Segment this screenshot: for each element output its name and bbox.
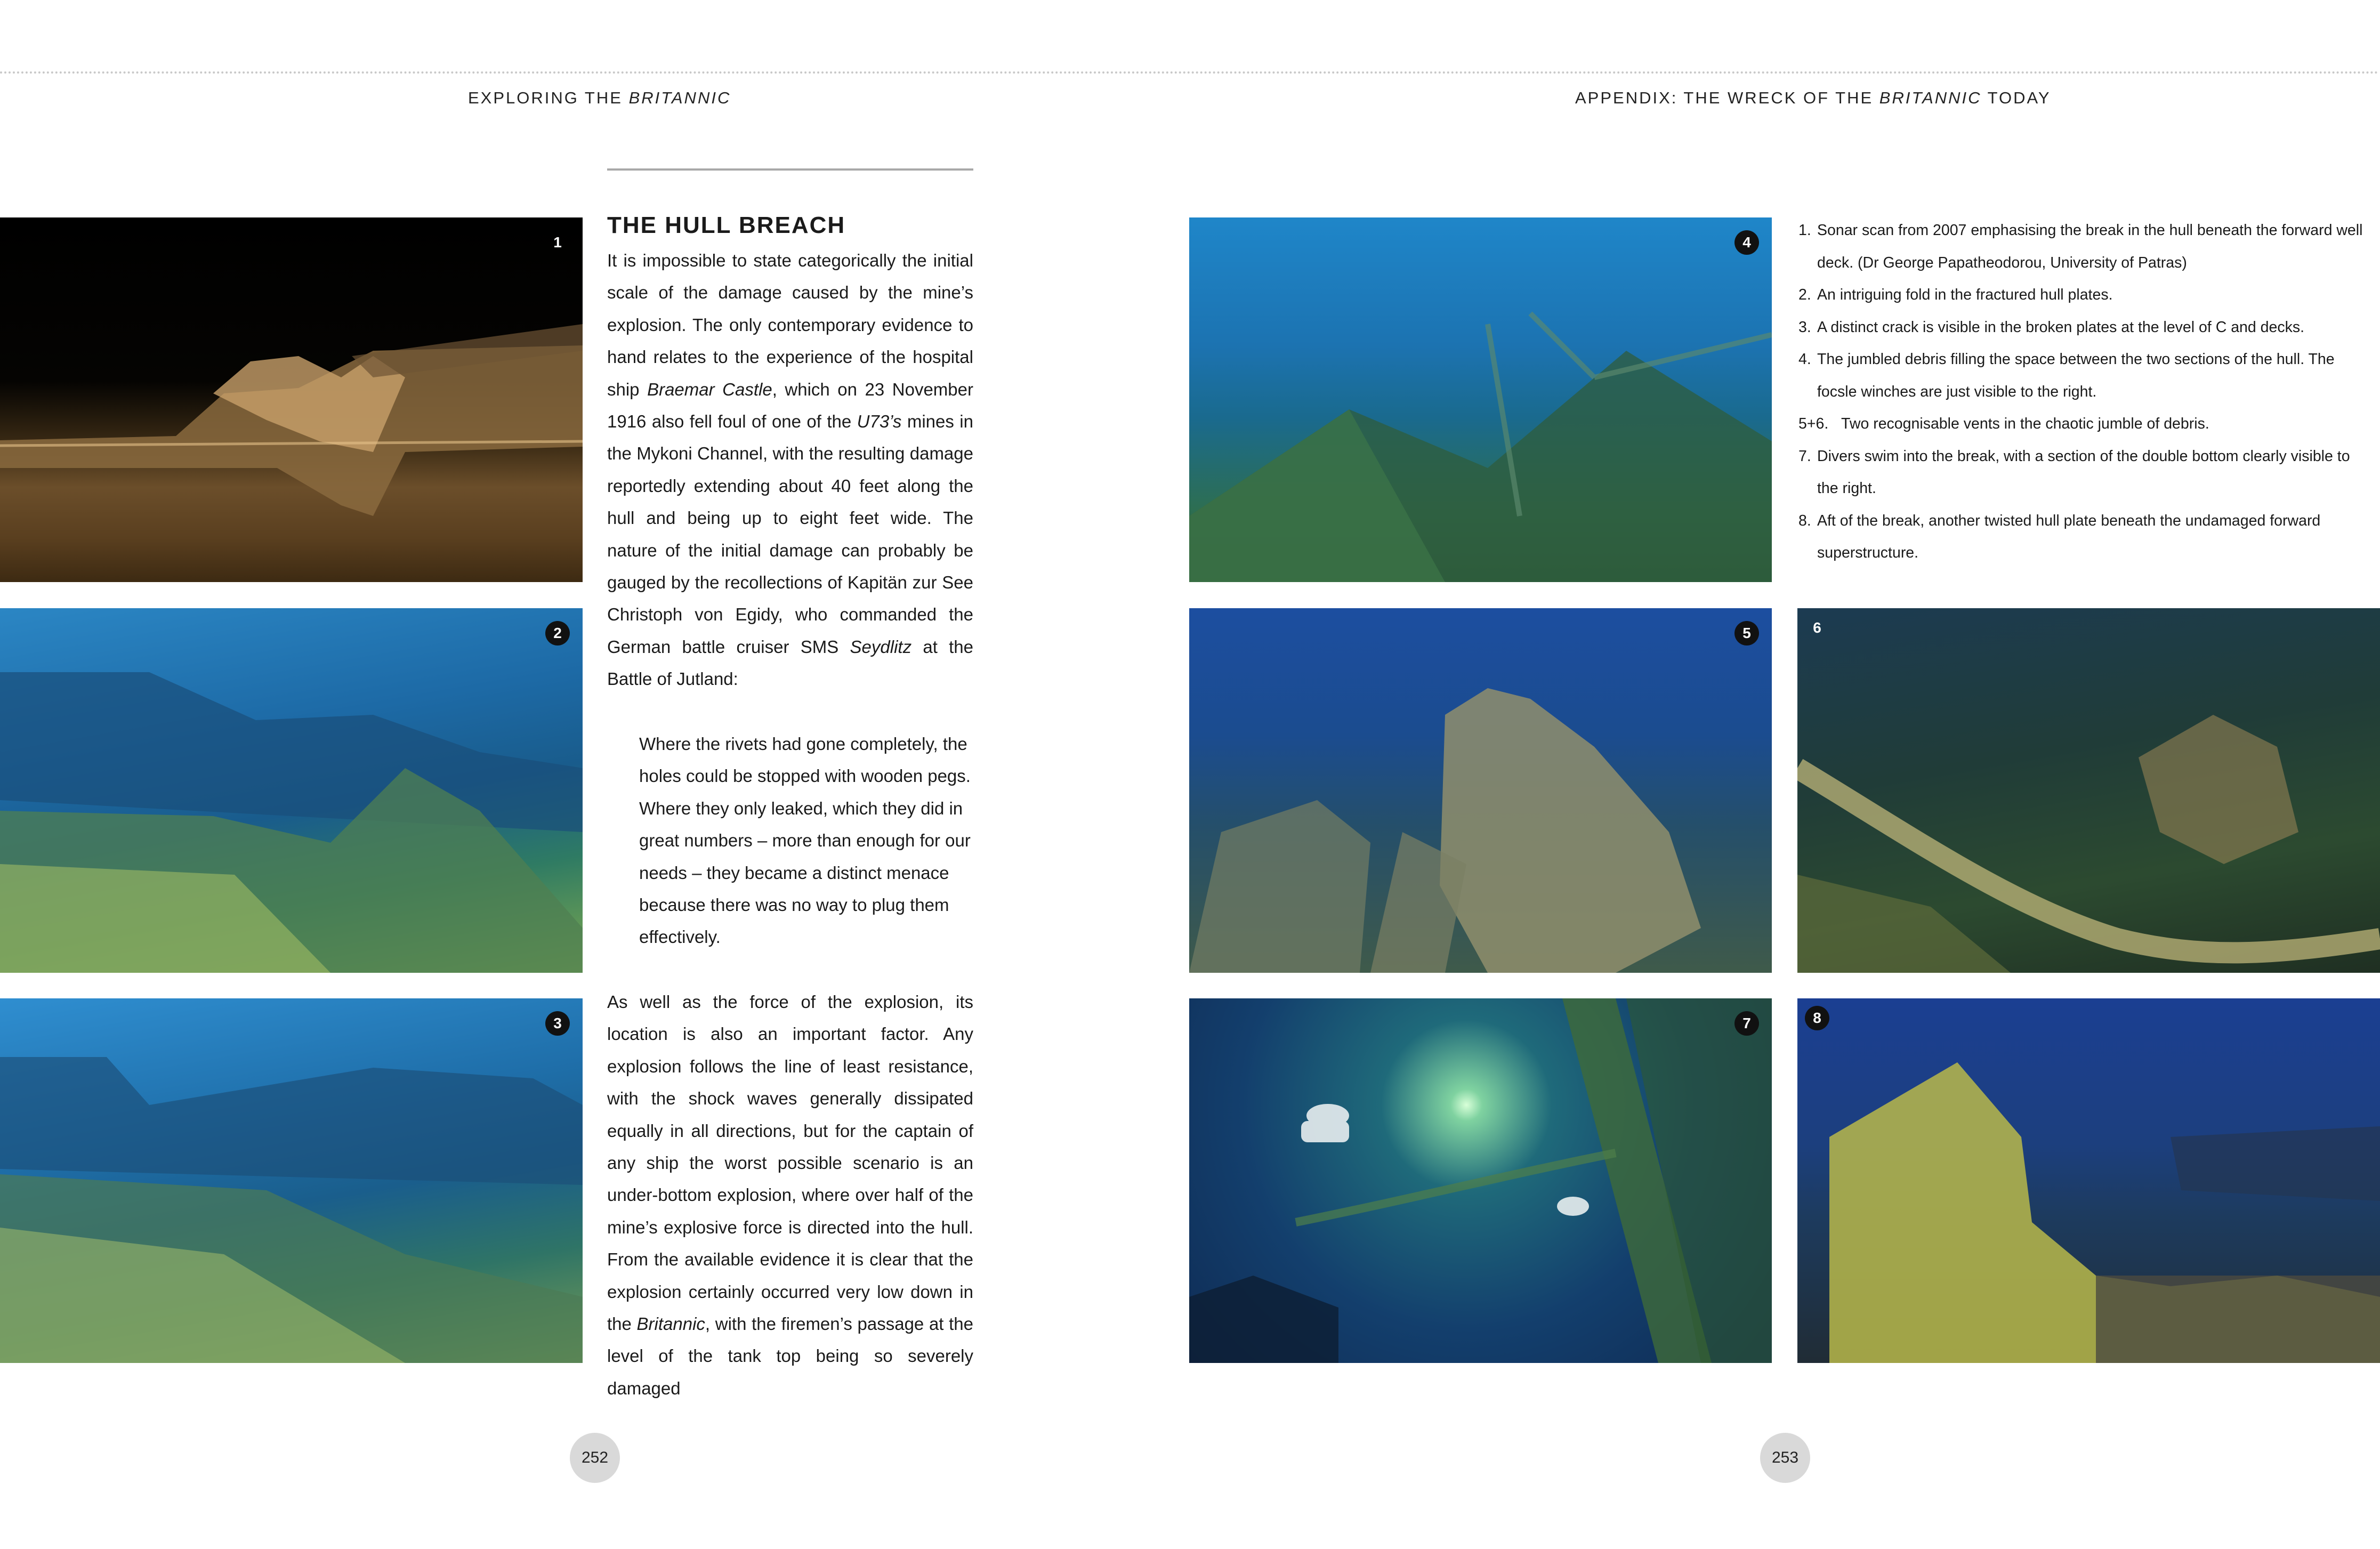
photo-5-vent xyxy=(1189,608,1772,973)
rich-text: As well as the force of the explosion, its location is also an important factor. Any explosion follows the line of least resistance, with the shock waves generally dissipated equally in all directions, but for the captain of any ship the worst possible scenario is an under-bottom explosion, where over half of the mine’s explosive force is directed into the hull. From the available evidence it is clear that the explosion certainly occurred very low down in the Britannic, with the firemen’s passage at the level of the tank top being so severely damaged xyxy=(607,992,973,1398)
page-number-right: 253 xyxy=(1760,1433,1810,1483)
photo-number-badge: 4 xyxy=(1734,230,1759,255)
photo-2-hull-fold xyxy=(0,608,583,973)
caption-item: 1. Sonar scan from 2007 emphasising the break in the hull beneath the forward well deck. (Dr George Papatheodorou, University of Patras) xyxy=(1798,222,2363,271)
photo-number-badge: 1 xyxy=(553,234,562,251)
photo-number-badge: 8 xyxy=(1805,1006,1829,1030)
photo-number-badge: 6 xyxy=(1813,619,1821,636)
photo-3-crack-in-plates xyxy=(0,998,583,1363)
caption-item: 4. The jumbled debris filling the space between the two sections of the hull. The focsle winches are just visible to the right. xyxy=(1798,351,2335,400)
photo-number-badge: 3 xyxy=(545,1011,570,1036)
photo-1-sonar-scan xyxy=(0,217,583,582)
caption-item: 8. Aft of the break, another twisted hull plate beneath the undamaged forward superstructure. xyxy=(1798,512,2321,561)
photo-captions xyxy=(1798,214,2363,569)
photo-number-badge: 2 xyxy=(545,621,570,646)
photo-4-jumbled-debris xyxy=(1189,217,1772,582)
caption-item: 2. An intriguing fold in the fractured hull plates. xyxy=(1798,286,2113,303)
photo-7-divers-in-break xyxy=(1189,998,1772,1363)
photo-6-vent xyxy=(1797,608,2380,973)
top-dotted-rule xyxy=(0,71,2380,74)
body-paragraph-1 xyxy=(607,245,973,696)
block-quote: Where the rivets had gone completely, the holes could be stopped with wooden pegs. Where they only leaked, which they did in great numbers – more than enough for our needs – they became a distinct menace because there was no way to plug them effectively. xyxy=(639,734,971,947)
photo-8-twisted-hull-plate xyxy=(1797,998,2380,1363)
page-number-left: 252 xyxy=(570,1433,620,1483)
rich-text: It is impossible to state categorically the initial scale of the damage caused by the mine’s explosion. The only contemporary evidence to hand relates to the experience of the hospital ship Braemar Castle, which on 23 November 1916 also fell foul of one of the U73’s mines in the Mykoni Channel, with the resulting damage reportedly extending about 40 feet along the hull and being up to eight feet wide. The nature of the initial damage can probably be gauged by the recollections of Kapitän zur See Christoph von Egidy, who commanded the German battle cruiser SMS Seydlitz at the Battle of Jutland: xyxy=(607,251,973,689)
photo-number-badge: 5 xyxy=(1734,621,1759,646)
caption-item: 3. A distinct crack is visible in the broken plates at the level of C and decks. xyxy=(1798,318,2305,336)
running-header-right: APPENDIX: THE WRECK OF THE BRITANNIC TODAY xyxy=(1575,88,2051,107)
section-divider xyxy=(607,168,973,171)
caption-item: 5+6. Two recognisable vents in the chaotic jumble of debris. xyxy=(1798,415,2209,432)
section-heading: THE HULL BREACH xyxy=(607,212,846,238)
caption-item: 7. Divers swim into the break, with a section of the double bottom clearly visible to the right. xyxy=(1798,447,2350,497)
running-header-left: EXPLORING THE BRITANNIC xyxy=(468,88,731,107)
body-paragraph-2 xyxy=(607,986,973,1405)
photo-number-badge: 7 xyxy=(1734,1011,1759,1036)
